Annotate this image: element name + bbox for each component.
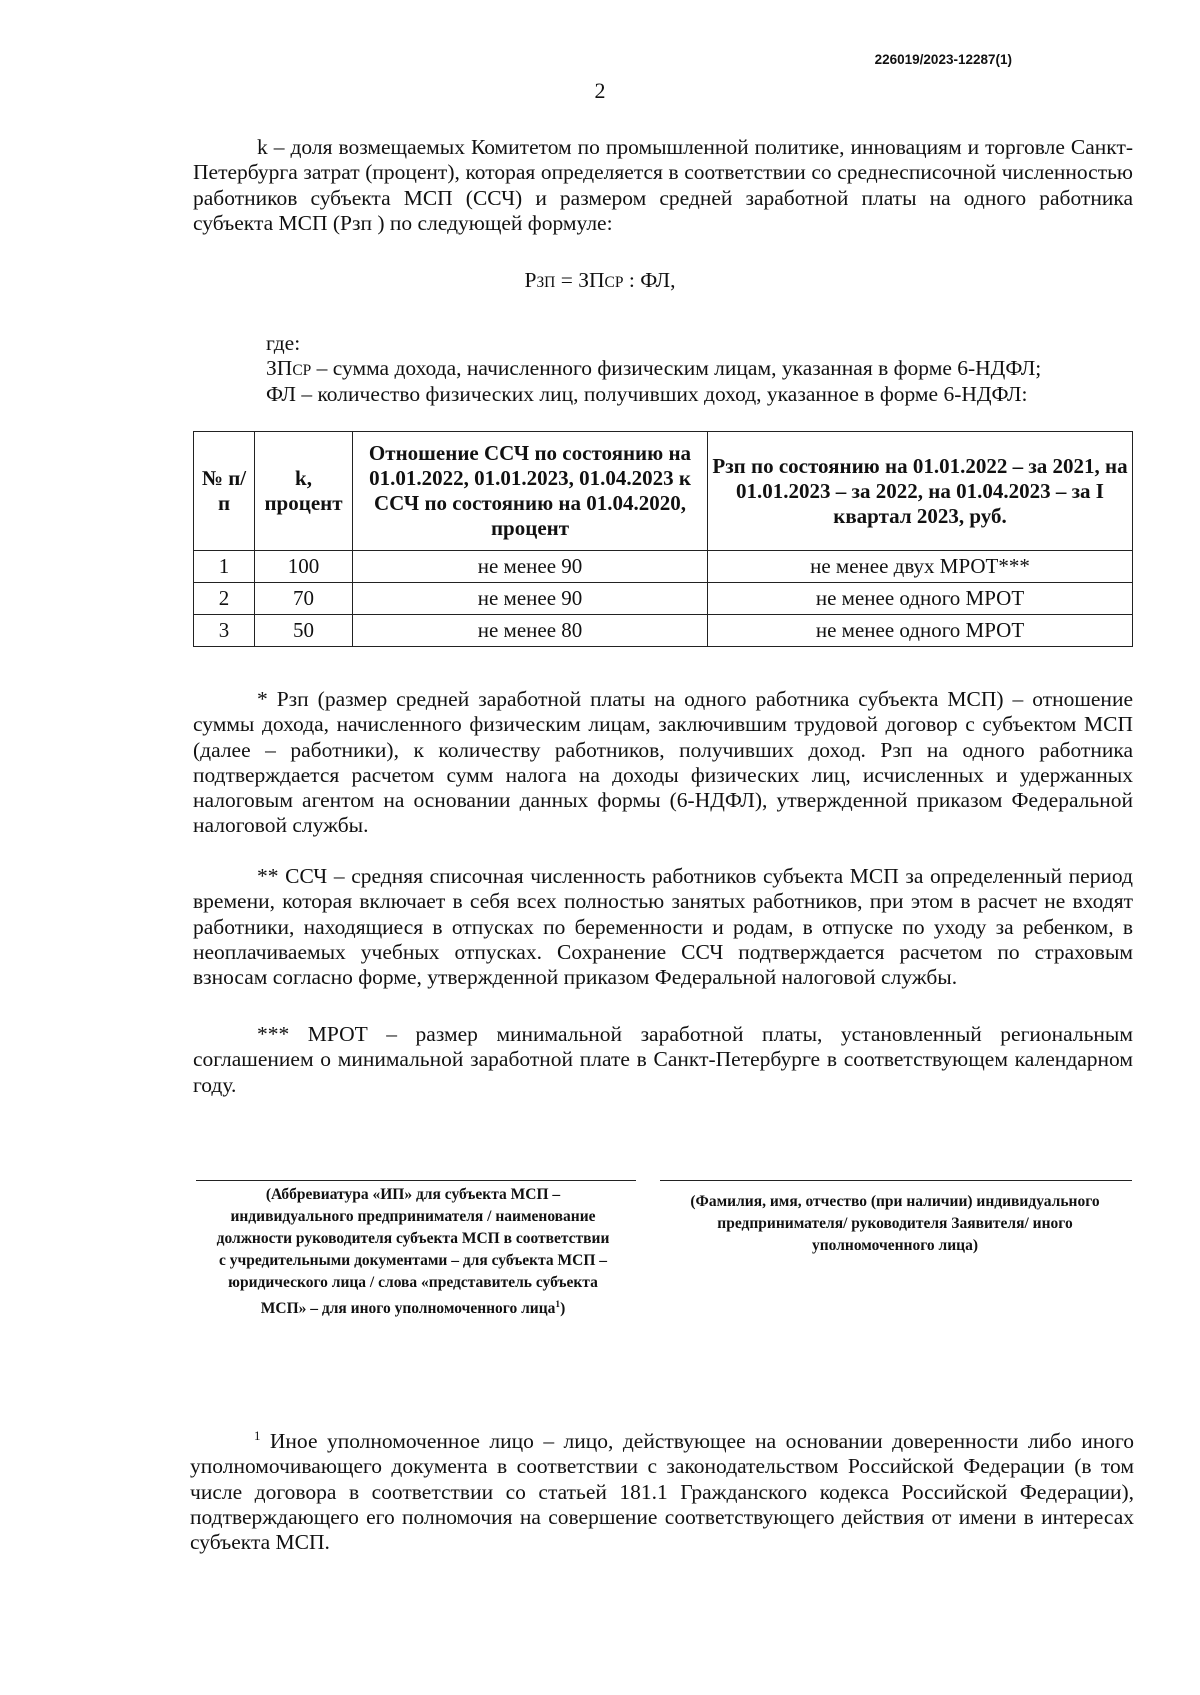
table-row: 1 100 не менее 90 не менее двух МРОТ*** <box>194 551 1133 583</box>
table-row: 3 50 не менее 80 не менее одного МРОТ <box>194 615 1133 647</box>
table-row: 2 70 не менее 90 не менее одного МРОТ <box>194 583 1133 615</box>
where-label: где: <box>266 331 301 355</box>
definition-fl: ФЛ – количество физических лиц, получивших доход, указанное в форме 6-НДФЛ: <box>266 382 1028 406</box>
note-ssch: ** ССЧ – средняя списочная численность работников субъекта МСП за определенный период времени, которая включает в себя всех полностью занятых работников, при этом в расчет не входят работники, находящиеся в отпусках по беременности и родам, в отпуске по уходу за ребенком, в неоплачиваемых учебных отпусках. Сохранение ССЧ подтверждается расчетом по страховым взносам согласно форме, утвержденной приказом Федеральной налоговой службы. <box>193 864 1133 990</box>
intro-paragraph: k – доля возмещаемых Комитетом по промышленной политике, инновациям и торговле Санкт-Петербурга затрат (процент), которая определяется в соответствии со среднесписочной численностью работников субъекта МСП (ССЧ) и размером средней заработной платы на одного работника субъекта МСП (Рзп ) по следующей формуле: <box>193 135 1133 235</box>
footnote: $^1$ Иное уполномоченное лицо – лицо, действующее на основании доверенности либо иного уполномочивающего документа в соответствии с законодательством Российской Федерации (в том числе договора в соответствии со статьей 181.1 Гражданского кодекса Российской Федерации), подтверждающего его полномочия на совершение соответствующего действия от имени в интересах субъекта МСП. <box>190 1429 1134 1555</box>
header-k: k, процент <box>255 432 353 551</box>
signature-line-left <box>196 1180 636 1181</box>
page-number: 2 <box>594 78 606 103</box>
coefficient-table <box>193 431 1133 647</box>
formula: РЗП = ЗПСР : ФЛ, <box>524 268 676 292</box>
table-header-row <box>194 432 1133 551</box>
signature-caption-right: (Фамилия, имя, отчество (при наличии) индивидуального предпринимателя/ руководителя Заявителя/ иного уполномоченного лица) <box>690 1193 1100 1254</box>
signature-line-right <box>660 1180 1132 1181</box>
document-id: 226019/2023-12287(1) <box>874 52 1012 67</box>
header-rzp: Рзп по состоянию на 01.01.2022 – за 2021, на 01.01.2023 – за 2022, на 01.04.2023 – за I квартал 2023, руб. <box>708 432 1133 551</box>
header-number: № п/п <box>194 432 255 551</box>
signature-caption-left: (Аббревиатура «ИП» для субъекта МСП – индивидуального предпринимателя / наименование должности руководителя субъекта МСП в соответствии с учредительными документами – для субъекта МСП – юридического лица / слова «представитель субъекта МСП» – для иного уполномоченного лица$^1$) <box>216 1186 610 1318</box>
definition-zp: ЗПСР – сумма дохода, начисленного физическим лицам, указанная в форме 6-НДФЛ; <box>266 356 1042 380</box>
header-ssch: Отношение ССЧ по состоянию на 01.01.2022, 01.01.2023, 01.04.2023 к ССЧ по состоянию на 01.04.2020, процент <box>353 432 708 551</box>
note-rzp: * Рзп (размер средней заработной платы на одного работника субъекта МСП) – отношение суммы дохода, начисленного физическим лицам, заключившим трудовой договор с субъектом МСП (далее – работники), к количеству работников, получивших доход. Рзп на одного работника подтверждается расчетом сумм налога на доходы физических лиц, исчисленных и удержанных налоговым агентом на основании данных формы (6-НДФЛ), утвержденной приказом Федеральной налоговой службы. <box>193 687 1133 838</box>
note-mrot: *** МРОТ – размер минимальной заработной платы, установленный региональным соглашением о минимальной заработной плате в Санкт-Петербурге в соответствующем календарном году. <box>193 1022 1133 1097</box>
